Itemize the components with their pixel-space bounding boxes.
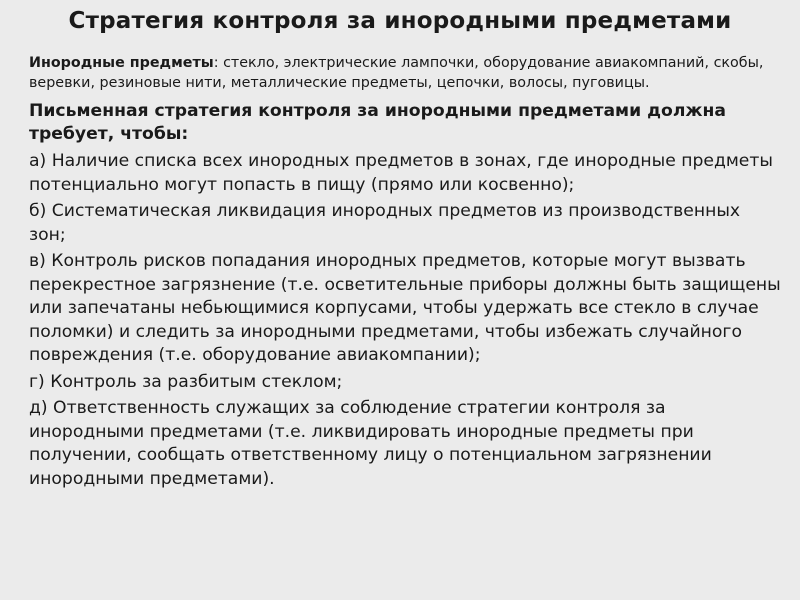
intro-term: Инородные предметы — [29, 55, 214, 71]
intro-paragraph — [29, 54, 781, 93]
requirement-item-d: г) Контроль за разбитым стеклом; — [29, 371, 343, 392]
requirement-item-b: б) Систематическая ликвидация инородных предметов из производственных зон; — [29, 201, 741, 245]
requirement-item-a: а) Наличие списка всех инородных предметов в зонах, где инородные предметы потенциально могут попасть в пищу (прямо или косвенно); — [29, 151, 773, 195]
slide-content — [29, 54, 781, 494]
requirements-heading: Письменная стратегия контроля за инородными предметами должна требует, чтобы: — [29, 101, 726, 144]
requirement-item-c: в) Контроль рисков попадания инородных предметов, которые могут вызвать перекрестное загрязнение (т.е. осветительные приборы должны быть защищены или запечатаны небьющимися корпусами, чтобы удержать все стекло в случае поломки) и следить за инородными предметами, чтобы избежать случайного повреждения (т.е. оборудование авиакомпании); — [29, 251, 781, 365]
slide-title: Стратегия контроля за инородными предметами — [68, 8, 732, 34]
intro-text: : стекло, электрические лампочки, оборудование авиакомпаний, скобы, веревки, резиновые нити, металлические предметы, цепочки, волосы, пуговицы. — [29, 55, 764, 91]
requirement-item-e: д) Ответственность служащих за соблюдение стратегии контроля за инородными предметами (т.е. ликвидировать инородные предметы при получении, сообщать ответственному лицу о потенциальном загрязнении инородными предметами). — [29, 398, 712, 489]
